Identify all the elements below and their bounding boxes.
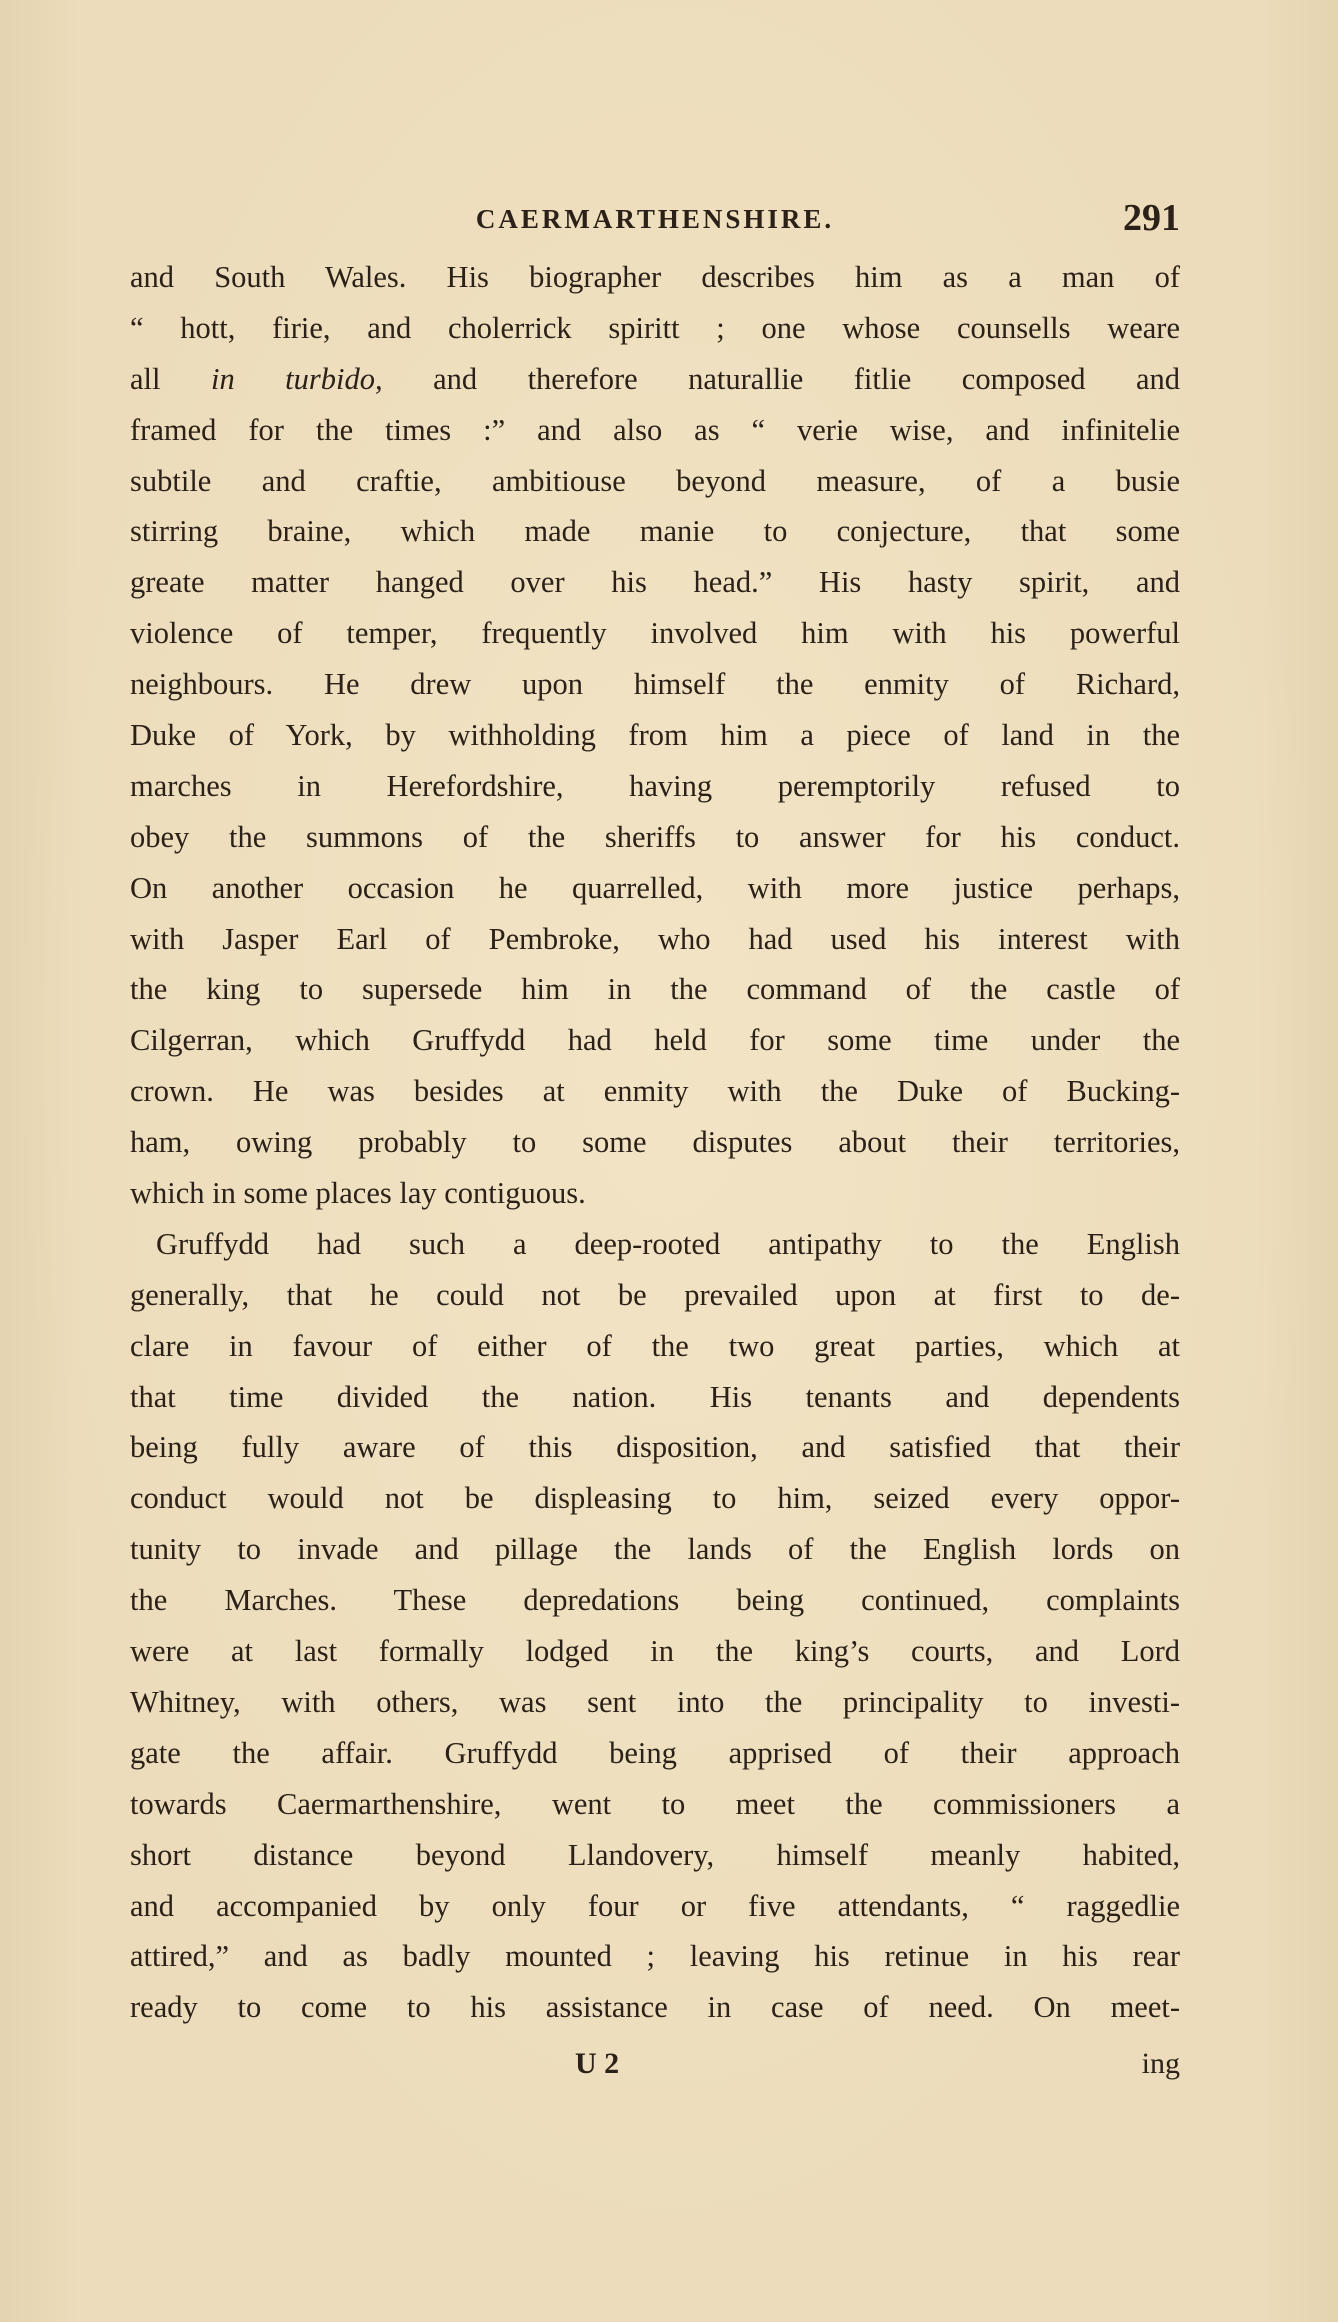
text-line: framed for the times :” and also as “ verie wise, and infinitelie — [130, 412, 1180, 447]
text-line: gate the affair. Gruffydd being apprised of their approach — [130, 1735, 1180, 1770]
text-line: conduct would not be displeasing to him, seized every oppor- — [130, 1481, 1180, 1516]
text-line: generally, that he could not be prevailed upon at first to de- — [130, 1277, 1180, 1312]
page-header — [130, 196, 1180, 246]
page-footer — [130, 2047, 1180, 2097]
text-line: Cilgerran, which Gruffydd had held for some time under the — [130, 1023, 1180, 1058]
text-line: with Jasper Earl of Pembroke, who had used his interest with — [130, 921, 1180, 956]
text-line: Whitney, with others, was sent into the principality to investi- — [130, 1684, 1180, 1719]
text-line: On another occasion he quarrelled, with more justice perhaps, — [130, 870, 1180, 905]
text-line: and South Wales. His biographer describes him as a man of — [130, 260, 1180, 294]
text-line: were at last formally lodged in the king’s courts, and Lord — [130, 1634, 1180, 1669]
text-line: being fully aware of this disposition, and satisfied that their — [130, 1430, 1180, 1465]
text-line: violence of temper, frequently involved him with his powerful — [130, 616, 1180, 651]
text-line: all in turbido, and therefore naturallie fitlie composed and — [130, 361, 1180, 396]
text-line: greate matter hanged over his head.” His hasty spirit, and — [130, 565, 1180, 600]
text-line: neighbours. He drew upon himself the enmity of Richard, — [130, 667, 1180, 702]
body-text — [130, 252, 1180, 2033]
text-line: clare in favour of either of the two great parties, which at — [130, 1328, 1180, 1363]
text-line: crown. He was besides at enmity with the Duke of Bucking- — [130, 1074, 1180, 1109]
text-line: Duke of York, by withholding from him a piece of land in the — [130, 718, 1180, 753]
page-number: 291 — [1123, 197, 1180, 239]
text-line: and accompanied by only four or five attendants, “ raggedlie — [130, 1888, 1180, 1923]
text-line: obey the summons of the sheriffs to answer for his conduct. — [130, 819, 1180, 854]
text-line: short distance beyond Llandovery, himself meanly habited, — [130, 1837, 1180, 1872]
text-line: subtile and craftie, ambitiouse beyond measure, of a busie — [130, 463, 1180, 498]
text-line: marches in Herefordshire, having peremptorily refused to — [130, 768, 1180, 803]
text-line: ready to come to his assistance in case of need. On meet- — [130, 1990, 1180, 2025]
text-line: the king to supersede him in the command of the castle of — [130, 972, 1180, 1007]
text-line: towards Caermarthenshire, went to meet the commissioners a — [130, 1786, 1180, 1821]
text-line: attired,” and as badly mounted ; leaving his retinue in his rear — [130, 1939, 1180, 1974]
text-line: Gruffydd had such a deep-rooted antipathy to the English — [156, 1226, 1180, 1261]
italic-phrase: in turbido, — [210, 361, 383, 396]
text-line: stirring braine, which made manie to conjecture, that some — [130, 514, 1180, 549]
text-line: which in some places lay contiguous. — [130, 1176, 586, 1211]
text-line: “ hott, firie, and cholerrick spiritt ; one whose counsells weare — [130, 310, 1180, 345]
text-line: the Marches. These depredations being continued, complaints — [130, 1583, 1180, 1618]
running-head: CAERMARTHENSHIRE. — [475, 204, 835, 234]
signature-mark: U 2 — [575, 2047, 620, 2080]
text-line: that time divided the nation. His tenants and dependents — [130, 1379, 1180, 1414]
catchword: ing — [1141, 2047, 1180, 2080]
text-line: tunity to invade and pillage the lands of the English lords on — [130, 1532, 1180, 1567]
text-line: ham, owing probably to some disputes about their territories, — [130, 1125, 1180, 1160]
